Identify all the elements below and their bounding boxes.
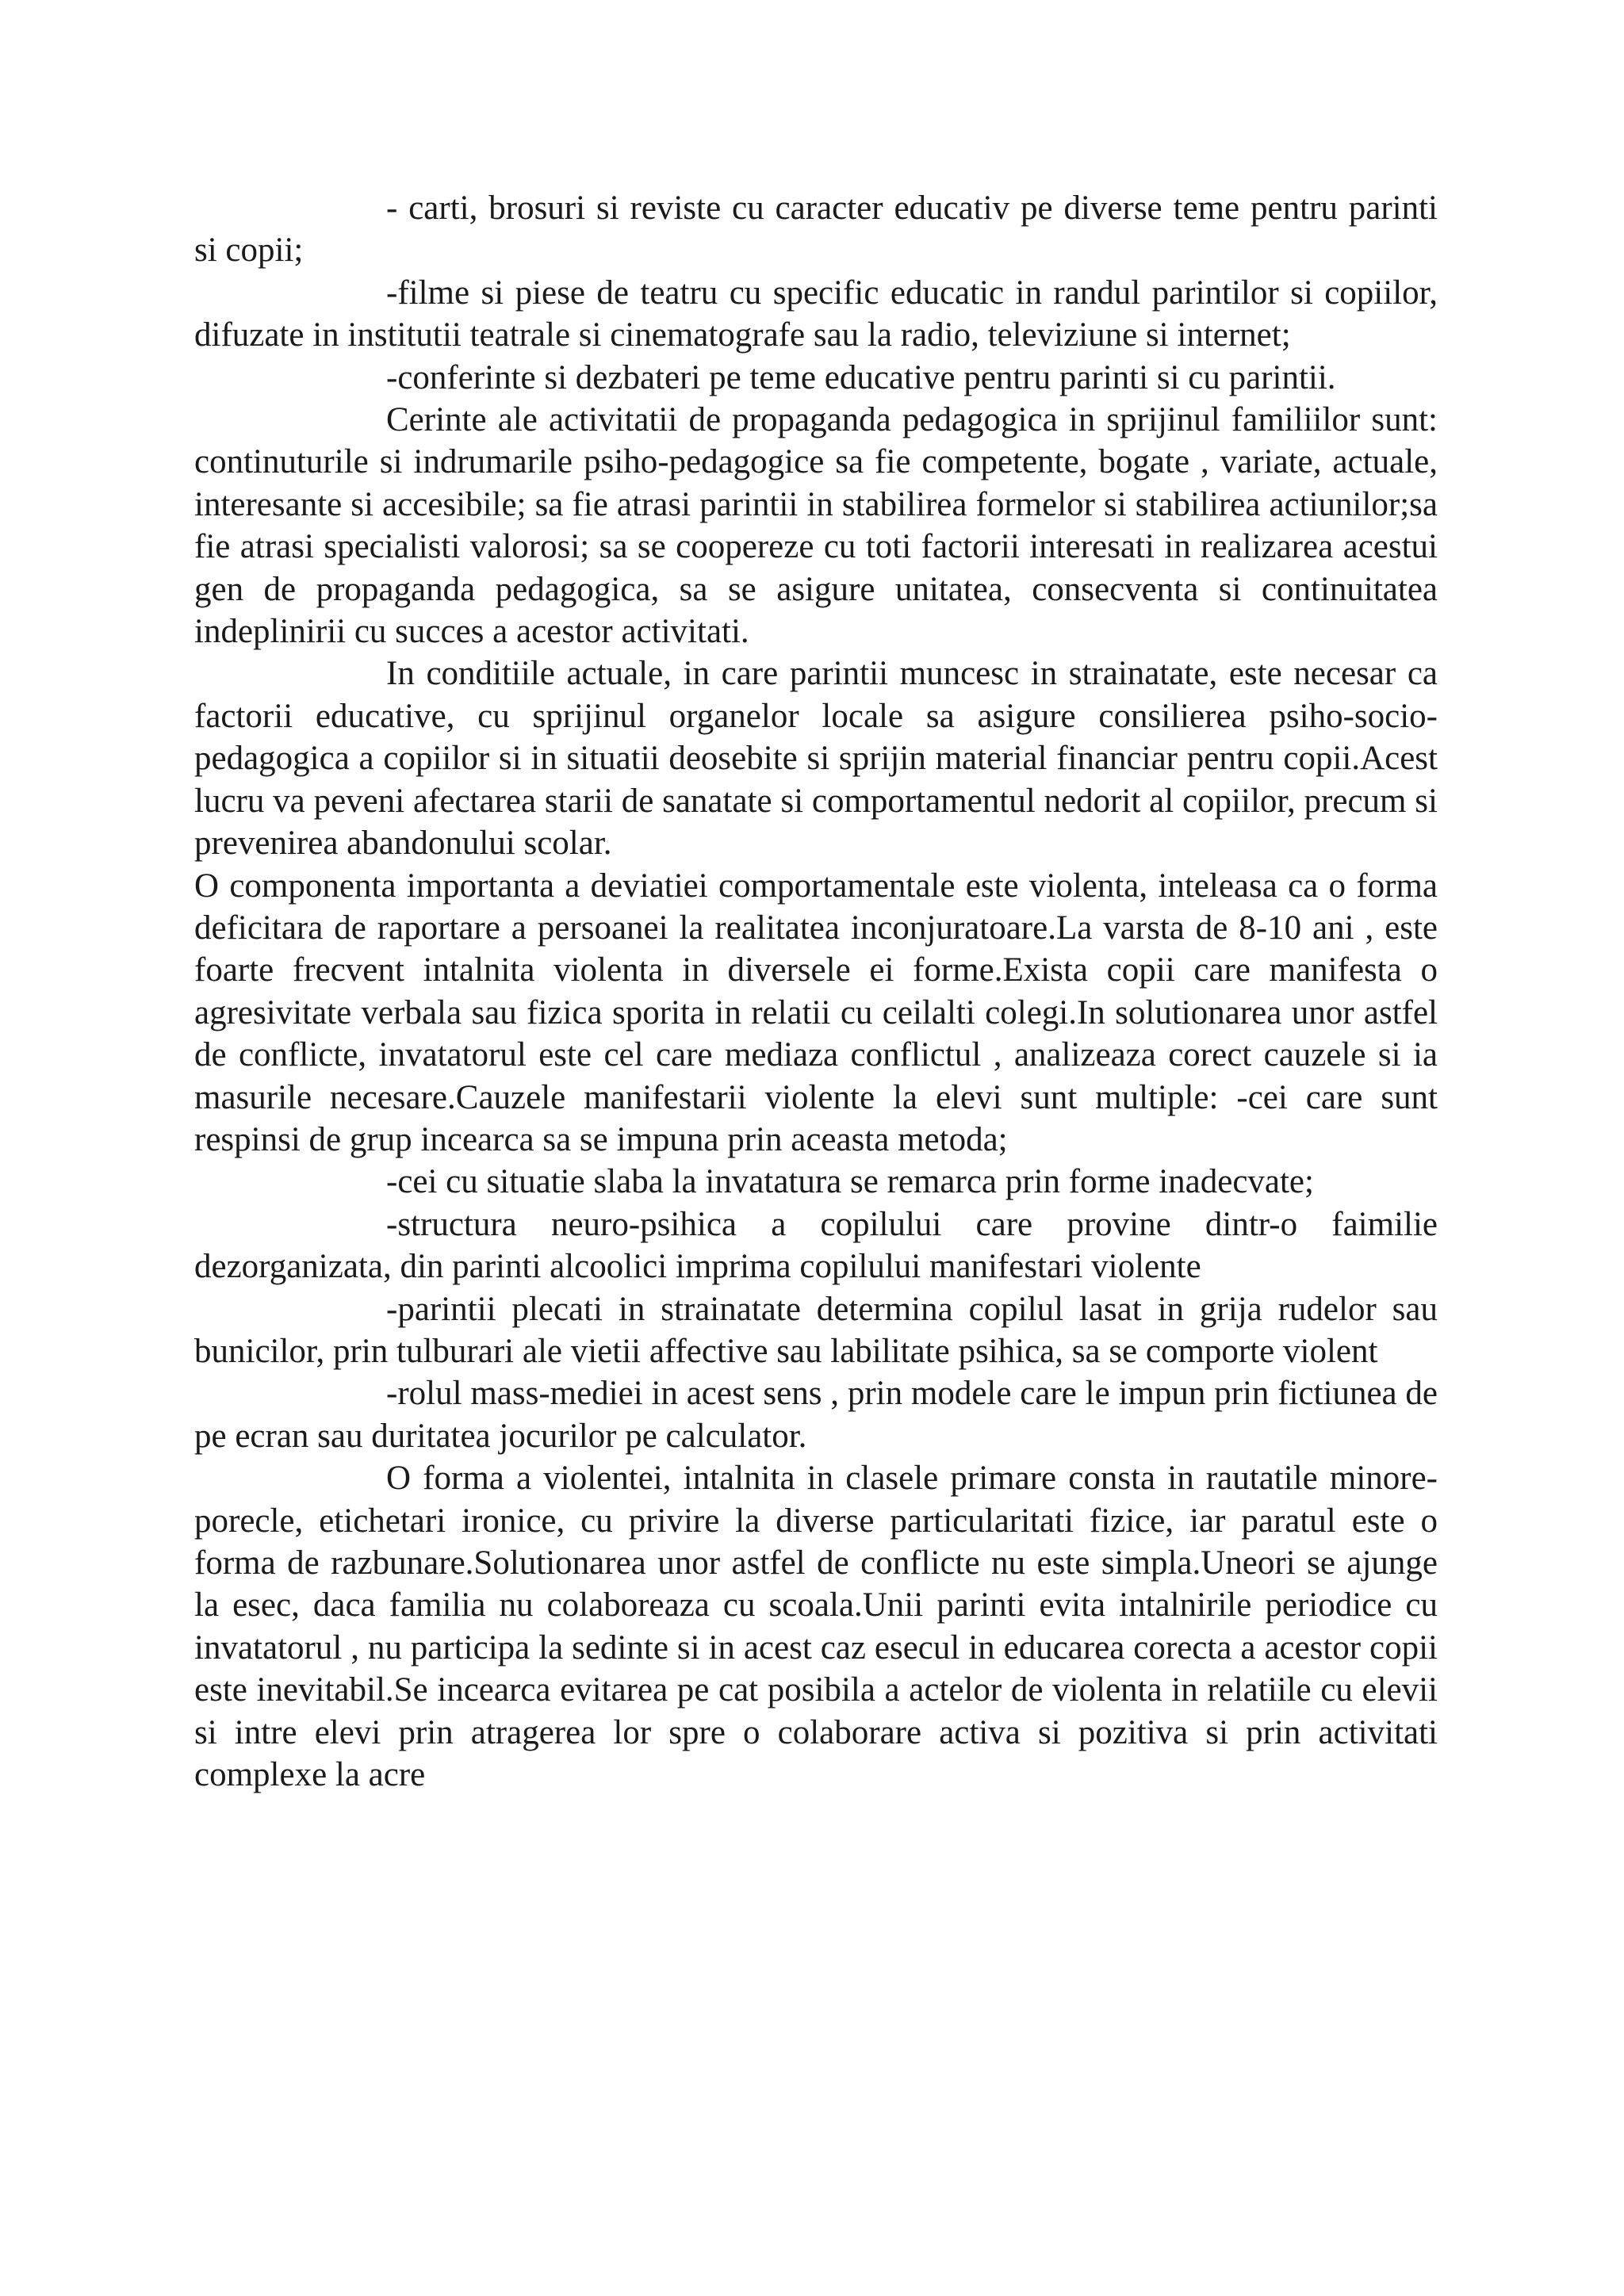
paragraph-propaganda-requirements: Cerinte ale activitatii de propaganda pedagogica in sprijinul familiilor sunt: continuturile si indrumarile psiho-pedagogice sa fie competente, bogate , variate, actuale, interesante si accesibile; sa fie atrasi parintii in stabilirea formelor si stabilirea actiunilor;sa fie atrasi specialisti valorosi; sa se coopereze cu toti factorii interesati in realizarea acestui gen de propaganda pedagogica, sa se asigure unitatea, consecventa si continuitatea indeplinirii cu succes a acestor activitati. (194, 401, 1438, 651)
document-page (194, 187, 1438, 1796)
paragraph-primary-classes-violence: O forma a violentei, intalnita in clasele primare consta in rautatile minore-porecle, etichetari ironice, cu privire la diverse particularitati fizice, iar paratul este o forma de razbunare.Solutionarea unor astfel de conflicte nu este simpla.Uneori se ajunge la esec, daca familia nu colaboreaza cu scoala.Unii parinti evita intalnirile periodice cu invatatorul , nu participa la sedinte si in acest caz esecul in educarea corecta a acestor copii este inevitabil.Se incearca evitarea pe cat posibila a actelor de violenta in relatiile cu elevii si intre elevi prin atragerea lor spre o colaborare activa si pozitiva si prin activitati complexe la acre (194, 1460, 1438, 1794)
paragraph-parents-abroad-cause: -parintii plecati in strainatate determina copilul lasat in grija rudelor sau bunicilor, prin tulburari ale vietii affective sau labilitate psihica, sa se comporte violent (194, 1290, 1438, 1370)
paragraph-films-list-item: -filme si piese de teatru cu specific educatic in randul parintilor si copiilor, difuzate in institutii teatrale si cinematografe sau la radio, televiziune si internet; (194, 274, 1438, 354)
paragraph-books-list-item: - carti, brosuri si reviste cu caracter educativ pe diverse teme pentru parinti si copii; (194, 189, 1438, 270)
paragraph-weak-learning-cause: -cei cu situatie slaba la invatatura se remarca prin forme inadecvate; (386, 1163, 1314, 1201)
paragraph-current-conditions: In conditiile actuale, in care parintii muncesc in strainatate, este necesar ca factorii educative, cu sprijinul organelor locale sa asigure consilierea psiho-socio-pedagogica a copiilor si in situatii deosebite si sprijin material financiar pentru copii.Acest lucru va peveni afectarea starii de sanatate si comportamentul nedorit al copiilor, precum si prevenirea abandonului scolar. (194, 655, 1438, 863)
paragraph-violence-component: O componenta importanta a deviatiei comportamentale este violenta, inteleasa ca o forma deficitara de raportare a persoanei la realitatea inconjuratoare.La varsta de 8-10 ani , este foarte frecvent intalnita violenta in diversele ei forme.Exista copii care manifesta o agresivitate verbala sau fizica sporita in relatii cu ceilalti colegi.In solutionarea unor astfel de conflicte, invatatorul este cel care mediaza conflictul , analizeaza corect cauzele si ia masurile necesare.Cauzele manifestarii violente la elevi sunt multiple: -cei care sunt respinsi de grup incearca sa se impuna prin aceasta metoda; (194, 867, 1438, 1158)
paragraph-family-structure-cause: -structura neuro-psihica a copilului care provine dintr-o faimilie dezorganizata, din parinti alcoolici imprima copilului manifestari violente (194, 1205, 1438, 1286)
paragraph-mass-media-cause: -rolul mass-mediei in acest sens , prin modele care le impun prin fictiunea de pe ecran sau duritatea jocurilor pe calculator. (194, 1375, 1438, 1455)
paragraph-conferences-list-item: -conferinte si dezbateri pe teme educative pentru parinti si cu parintii. (386, 358, 1336, 396)
